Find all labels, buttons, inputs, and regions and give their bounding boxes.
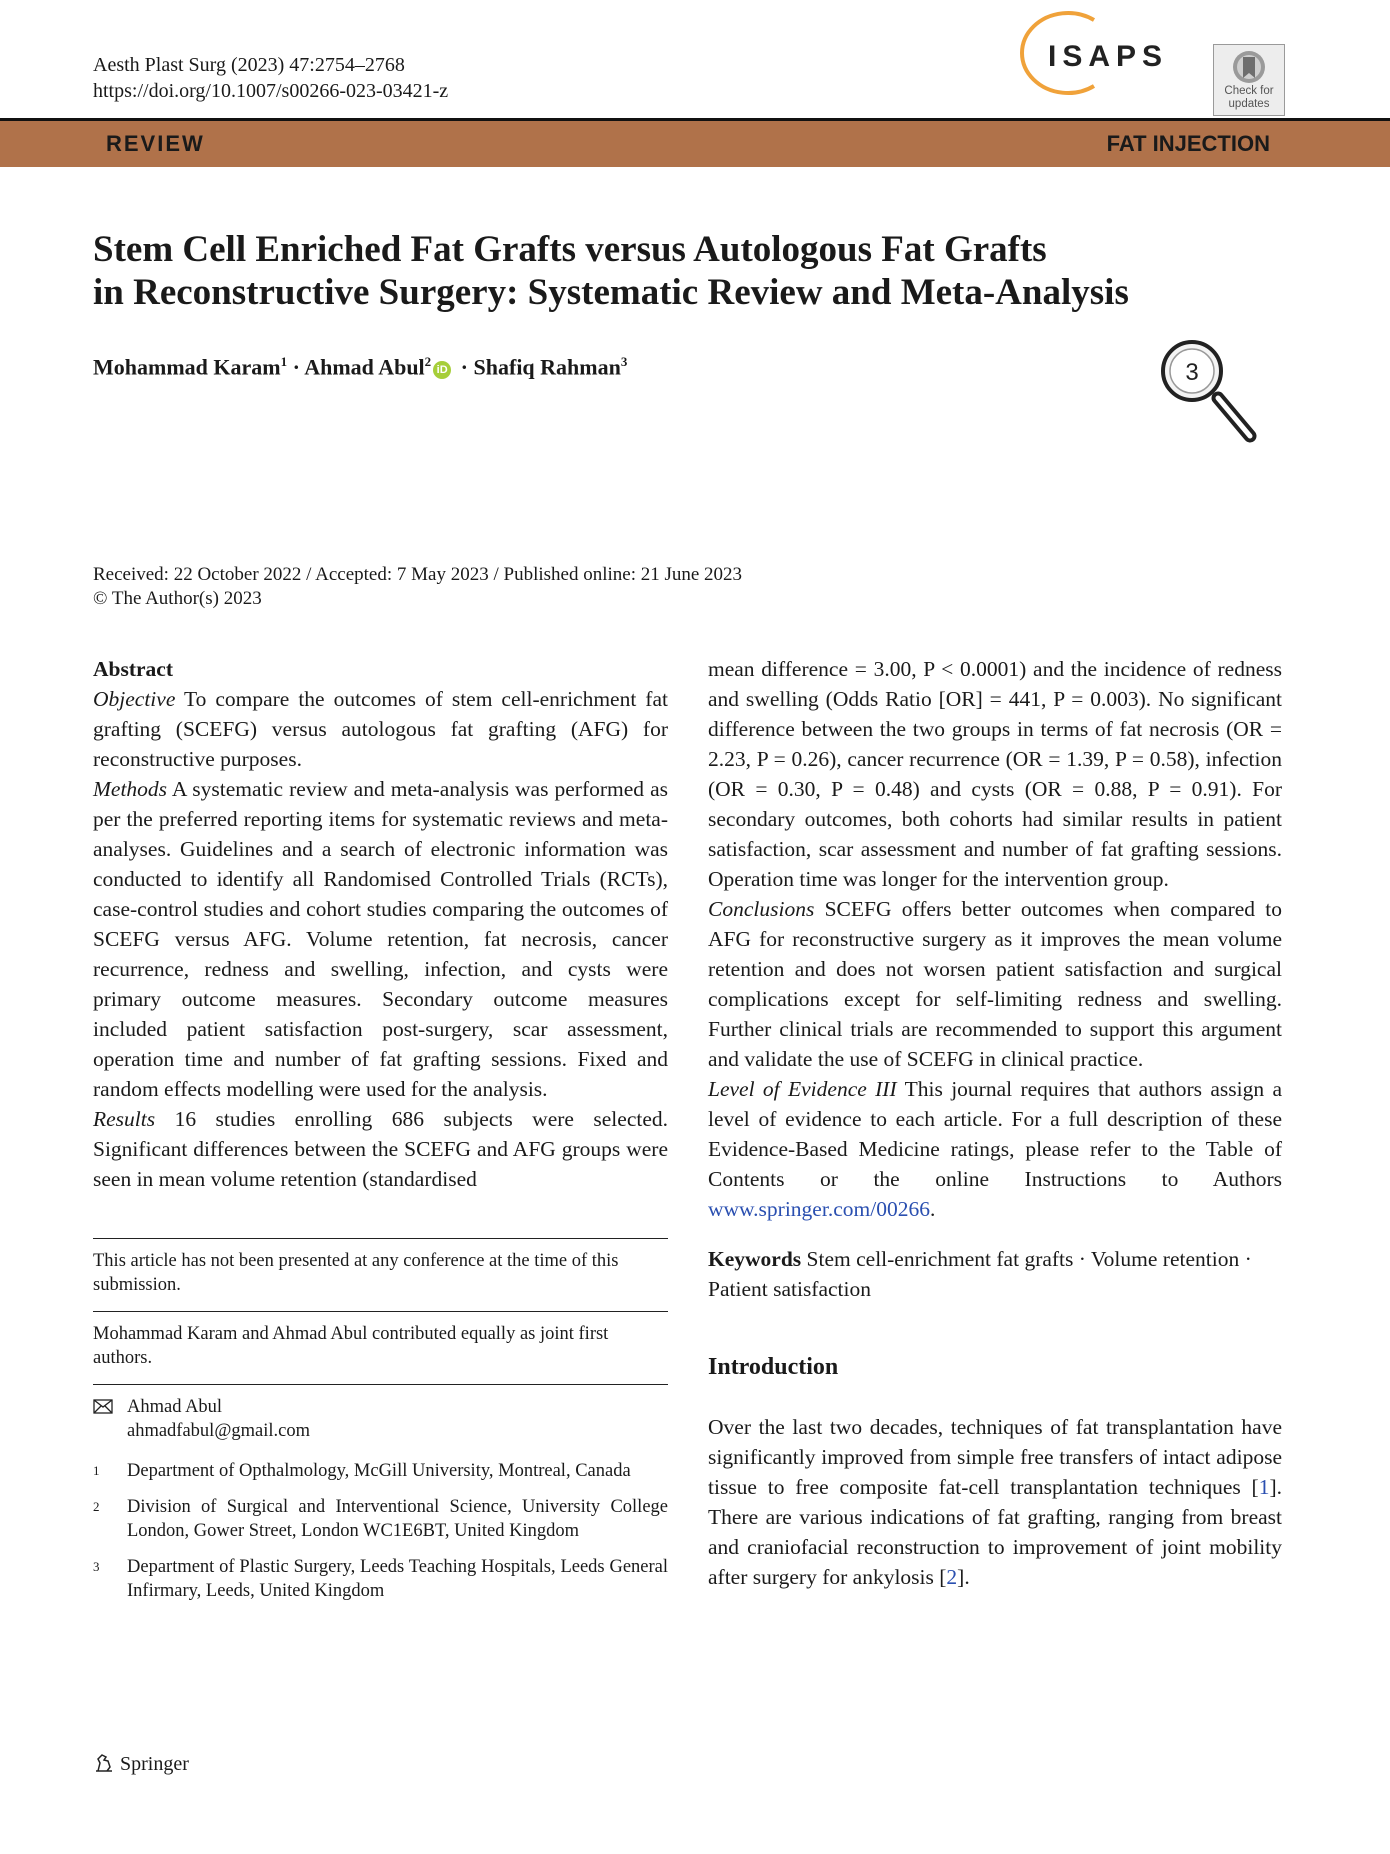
citation-count: 3: [1185, 359, 1199, 386]
keywords-text: Stem cell-enrichment fat grafts · Volume retention · Patient satisfaction: [708, 1247, 1252, 1301]
section-label: FAT INJECTION: [1106, 131, 1270, 156]
author-name[interactable]: Ahmad Abul: [304, 354, 425, 380]
magnifier-icon: [1152, 340, 1262, 450]
doi-link[interactable]: https://doi.org/10.1007/s00266-023-03421-z: [93, 80, 449, 102]
affiliation-text: Division of Surgical and Interventional Science, University College London, Gower Street, London WC1E6BT, United Kingdom: [127, 1497, 668, 1541]
abstract-level-of-evidence: [708, 1074, 1282, 1224]
article-type: REVIEW: [106, 131, 205, 156]
corresponding-name: Ahmad Abul: [127, 1397, 223, 1417]
introduction-heading: Introduction: [708, 1354, 839, 1380]
abstract-methods: [93, 774, 668, 1104]
abstract-heading: Abstract: [93, 657, 174, 681]
abstract-objective: [93, 684, 668, 774]
keywords-label: Keywords: [708, 1247, 802, 1271]
affiliation-number: 3: [93, 1559, 100, 1574]
results-label: Results: [93, 1107, 156, 1131]
corresponding-author: [93, 1395, 668, 1443]
affiliation-number: 1: [93, 1463, 100, 1478]
author-name[interactable]: Mohammad Karam: [93, 354, 281, 380]
conclusions-label: Conclusions: [708, 897, 815, 921]
conclusions-text: SCEFG offers better outcomes when compared to AFG for reconstructive surgery as it improves the mean volume retention and does not worsen patient satisfaction and surgical complications except for self-limiting redness and swelling. Further clinical trials are recommended to support this argument and validate the use of SCEFG in clinical practice.: [708, 897, 1283, 1071]
springer-instructions-link[interactable]: www.springer.com/00266: [708, 1197, 930, 1221]
affiliation-item: [93, 1555, 668, 1603]
isaps-logo: [1006, 8, 1184, 94]
author-list: Mohammad Karam$^1$ · Ahmad Abul$^2$iD · Shafiq Rahman$^3$: [93, 354, 628, 380]
intro-text: ].: [957, 1565, 970, 1589]
copyright: © The Author(s) 2023: [93, 588, 262, 609]
left-column: [93, 654, 668, 1603]
publication-dates: Received: 22 October 2022 / Accepted: 7 May 2023 / Published online: 21 June 2023: [93, 564, 743, 585]
presentation-note: This article has not been presented at any conference at the time of this submission.: [93, 1251, 619, 1295]
loe-text: This journal requires that authors assign a level of evidence to each article. For a full description of these Evidence-Based Medicine ratings, please refer to the Table of Contents or the online Instructions to Authors: [708, 1077, 1282, 1191]
check-updates-label-1: Check for: [1224, 85, 1274, 97]
publisher-footer: [93, 1752, 189, 1776]
loe-label: Level of Evidence III: [708, 1077, 897, 1101]
citation-badge[interactable]: [1152, 340, 1262, 450]
abstract-conclusions: [708, 894, 1282, 1074]
author-affil-sup: 3: [620, 354, 628, 369]
objective-label: Objective: [93, 687, 176, 711]
footnote-divider: [93, 1238, 668, 1239]
intro-text: ]. There are various indications of fat grafting, ranging from breast and craniofacial reconstruction to improvement of joint mobility after surgery for ankylosis [: [708, 1475, 1282, 1589]
introduction-paragraph: [708, 1412, 1282, 1592]
right-column: [708, 654, 1282, 1592]
intro-text: Over the last two decades, techniques of fat transplantation have significantly improved from simple free transfers of intact adipose tissue to free composite fat-cell transplantation techniques [: [708, 1415, 1282, 1499]
bookmark-icon: [1227, 48, 1271, 88]
corresponding-email[interactable]: ahmadfabul@gmail.com: [127, 1421, 310, 1441]
journal-info: [93, 52, 448, 104]
publisher-name: Springer: [120, 1753, 189, 1775]
author-affil-sup: 2: [424, 354, 432, 369]
reference-link[interactable]: 2: [946, 1565, 958, 1589]
article-history: [93, 563, 742, 611]
loe-period: .: [929, 1197, 936, 1221]
abstract-results-continued: mean difference = 3.00, P < 0.0001) and the incidence of redness and swelling (Odds Ratio [OR] = 441, P = 0.003). No significant difference between the two groups in terms of fat necrosis (OR = 2.23, P = 0.26), cancer recurrence (OR = 1.39, P = 0.58), infection (OR = 0.30, P = 0.48) and cysts (OR = 0.88, P = 0.91). For secondary outcomes, both cohorts had similar results in patient satisfaction, scar assessment and number of fat grafting sessions. Operation time was longer for the intervention group.: [708, 657, 1282, 891]
affiliation-text: Department of Opthalmology, McGill University, Montreal, Canada: [127, 1461, 631, 1481]
equal-contribution-note: Mohammad Karam and Ahmad Abul contributed equally as joint first authors.: [93, 1324, 609, 1368]
objective-text: To compare the outcomes of stem cell-enrichment fat grafting (SCEFG) versus autologous fat grafting (AFG) for reconstructive purposes.: [93, 687, 668, 771]
affiliation-number: 2: [93, 1499, 100, 1514]
affiliation-item: [93, 1495, 668, 1543]
methods-text: A systematic review and meta-analysis was performed as per the preferred reporting items for systematic reviews and meta-analyses. Guidelines and a search of electronic information was conducted to identify all Randomised Controlled Trials (RCTs), case-control studies and cohort studies comparing the outcomes of SCEFG versus AFG. Volume retention, fat necrosis, cancer recurrence, redness and swelling, infection, and cysts were primary outcome measures. Secondary outcome measures included patient satisfaction post-surgery, scar assessment, operation time and number of fat grafting sessions. Fixed and random effects modelling were used for the analysis.: [93, 777, 668, 1101]
check-updates-label-2: updates: [1228, 98, 1270, 110]
keywords: [708, 1244, 1282, 1304]
title-line-1: Stem Cell Enriched Fat Grafts versus Autologous Fat Grafts: [93, 229, 1047, 270]
author-affil-sup: 1: [280, 354, 288, 369]
results-text: 16 studies enrolling 686 subjects were selected. Significant differences between the SCEFG and AFG groups were seen in mean volume retention (standardised: [93, 1107, 668, 1191]
affiliation-item: [93, 1459, 668, 1483]
article-title: [93, 228, 1243, 314]
author-name[interactable]: Shafiq Rahman: [473, 354, 621, 380]
methods-label: Methods: [93, 777, 168, 801]
envelope-icon: [93, 1399, 113, 1414]
journal-citation: Aesth Plast Surg (2023) 47:2754–2768: [93, 54, 405, 76]
abstract-results: [93, 1104, 668, 1194]
springer-horse-icon: [93, 1752, 115, 1774]
orcid-icon[interactable]: iD: [433, 361, 451, 379]
check-for-updates-button[interactable]: [1213, 44, 1285, 116]
title-line-2: in Reconstructive Surgery: Systematic Review and Meta-Analysis: [93, 272, 1129, 313]
reference-link[interactable]: 1: [1258, 1475, 1270, 1499]
footnote-divider: [93, 1311, 668, 1312]
isaps-wordmark: ISAPS: [1048, 40, 1169, 73]
footnote-divider: [93, 1384, 668, 1385]
affiliation-text: Department of Plastic Surgery, Leeds Teaching Hospitals, Leeds General Infirmary, Leeds, United Kingdom: [127, 1557, 668, 1601]
